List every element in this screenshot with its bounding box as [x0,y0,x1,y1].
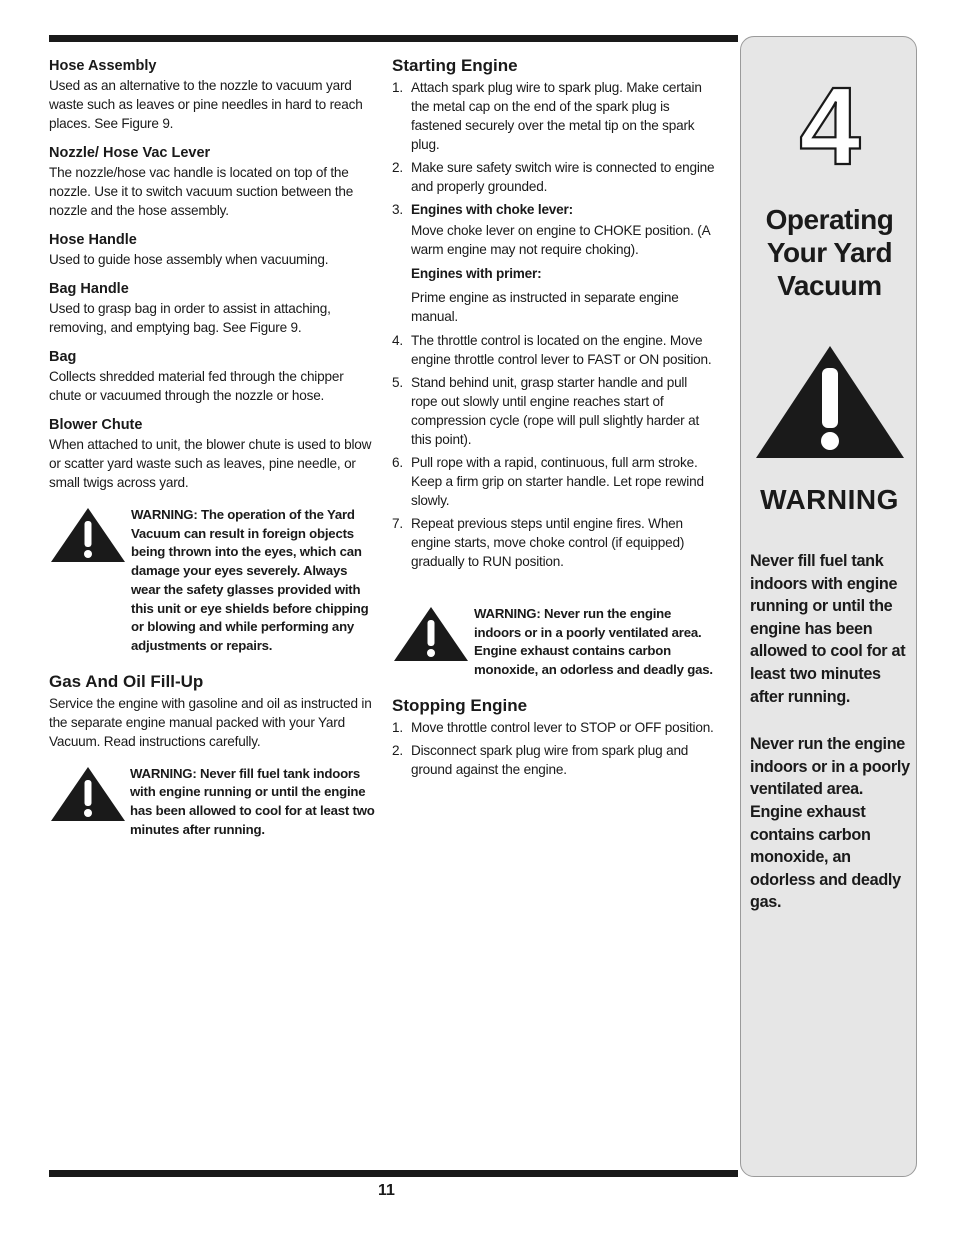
section-body: Collects shredded material fed through the chipper chute or vacuumed through the nozzle or hose. [49,369,344,403]
list-item: 1. Move throttle control lever to STOP or OFF position. [392,719,714,735]
starting-engine-heading: Starting Engine [392,56,518,75]
list-item: 2. Disconnect spark plug wire from spark plug and ground against the engine. [392,742,689,777]
section-body: Used to guide hose assembly when vacuuming. [49,252,329,267]
page-number: 11 [378,1182,395,1199]
warning-eye-protection [49,506,379,656]
warning-triangle-icon [392,605,470,663]
section-body: Used to grasp bag in order to assist in attaching, removing, and emptying bag. See Figure 9. [49,301,331,335]
list-item: 2. Make sure safety switch wire is connected to engine and properly grounded. [392,160,715,194]
sidebar-warning-fuel: Never fill fuel tank indoors with engine running or until the engine has been allowed to cool for at least two minutes after running. [750,552,906,706]
list-item: 6. Pull rope with a rapid, continuous, full arm stroke. Keep a firm grip on starter handle. Let rope rewind slowly. [392,455,704,508]
section-heading: Blower Chute [49,417,143,433]
warning-text: WARNING: The operation of the Yard Vacuum can result in foreign objects being thrown into the eyes, which can damage your eyes severely. Always wear the safety glasses provided with this unit or eye shields before chipping or blowing and while performing any adjustments or repairs. [131,507,369,653]
left-column [49,58,379,855]
choke-body: Move choke lever on engine to CHOKE position. (A warm engine may not require choking). [411,223,710,257]
svg-text:4: 4 [799,78,861,174]
large-warning-triangle-icon [754,344,906,460]
top-rule [49,35,738,42]
section-heading: Gas And Oil Fill-Up [49,671,204,691]
starting-steps [392,78,717,219]
section-heading: Nozzle/ Hose Vac Lever [49,145,211,161]
primer-heading: Engines with primer: [411,266,542,281]
sidebar-warnings [750,550,915,939]
section-heading: Hose Handle [49,232,137,248]
section-bag [49,349,379,405]
section-heading: Bag [49,349,77,365]
sidebar-warning-exhaust: Never run the engine indoors or in a poorly ventilated area. Engine exhaust contains carbon monoxide, an odorless and deadly gas. [750,735,910,912]
section-body: Used as an alternative to the nozzle to vacuum yard waste such as leaves or pine needles in hard to reach places. See Figure 9. [49,78,363,131]
section-body: When attached to unit, the blower chute is used to blow or scatter yard waste such as leaves, pine needle, or small twigs across yard. [49,437,372,490]
starting-steps-cont [392,331,717,571]
section-nozzle-lever [49,145,379,220]
section-heading: Hose Assembly [49,58,157,74]
list-item: 1. Attach spark plug wire to spark plug. Make certain the metal cap on the end of the spark plug is fastened securely over the metal tip on the spark plug. [392,80,702,152]
section-gas-oil [49,672,379,751]
chapter-number [798,78,862,174]
list-item: 5. Stand behind unit, grasp starter handle and pull rope out slowly until engine reaches start of compression cycle (rope will pull slightly harder at this point). [392,375,700,447]
warning-text: WARNING: Never fill fuel tank indoors with engine running or until the engine has been allowed to cool for at least two minutes after running. [130,765,375,837]
warning-triangle-icon [49,765,127,823]
section-bag-handle [49,281,379,337]
bottom-rule [49,1170,738,1177]
section-body: The nozzle/hose vac handle is located on top of the nozzle. Use it to switch vacuum suction between the nozzle and the hose assembly. [49,165,354,218]
warning-exhaust [392,605,717,680]
section-body: Service the engine with gasoline and oil as instructed in the separate engine manual packed with your Yard Vacuum. Read instructions carefully. [49,695,372,749]
section-hose-assembly [49,58,379,133]
chapter-title: Operating Your Yard Vacuum [765,204,894,301]
section-hose-handle [49,232,379,269]
warning-label: WARNING [760,484,899,515]
stopping-steps [392,718,717,779]
warning-fuel-tank [49,765,379,840]
stopping-engine-heading: Stopping Engine [392,695,528,715]
warning-text: WARNING: Never run the engine indoors or in a poorly ventilated area. Engine exhaust contains carbon monoxide, an odorless and deadly gas. [474,606,713,678]
warning-triangle-icon [49,506,127,564]
list-item: 7. Repeat previous steps until engine fires. When engine starts, move choke control (if equipped) gradually to RUN position. [392,516,685,569]
section-blower-chute [49,417,379,492]
primer-body: Prime engine as instructed in separate engine manual. [411,290,679,324]
section-heading: Bag Handle [49,281,129,297]
middle-column [392,56,717,783]
list-item: 3. Engines with choke lever: [392,202,573,217]
choke-primer-details [411,221,717,326]
list-item: 4. The throttle control is located on the engine. Move engine throttle control lever to FAST or ON position. [392,333,712,367]
